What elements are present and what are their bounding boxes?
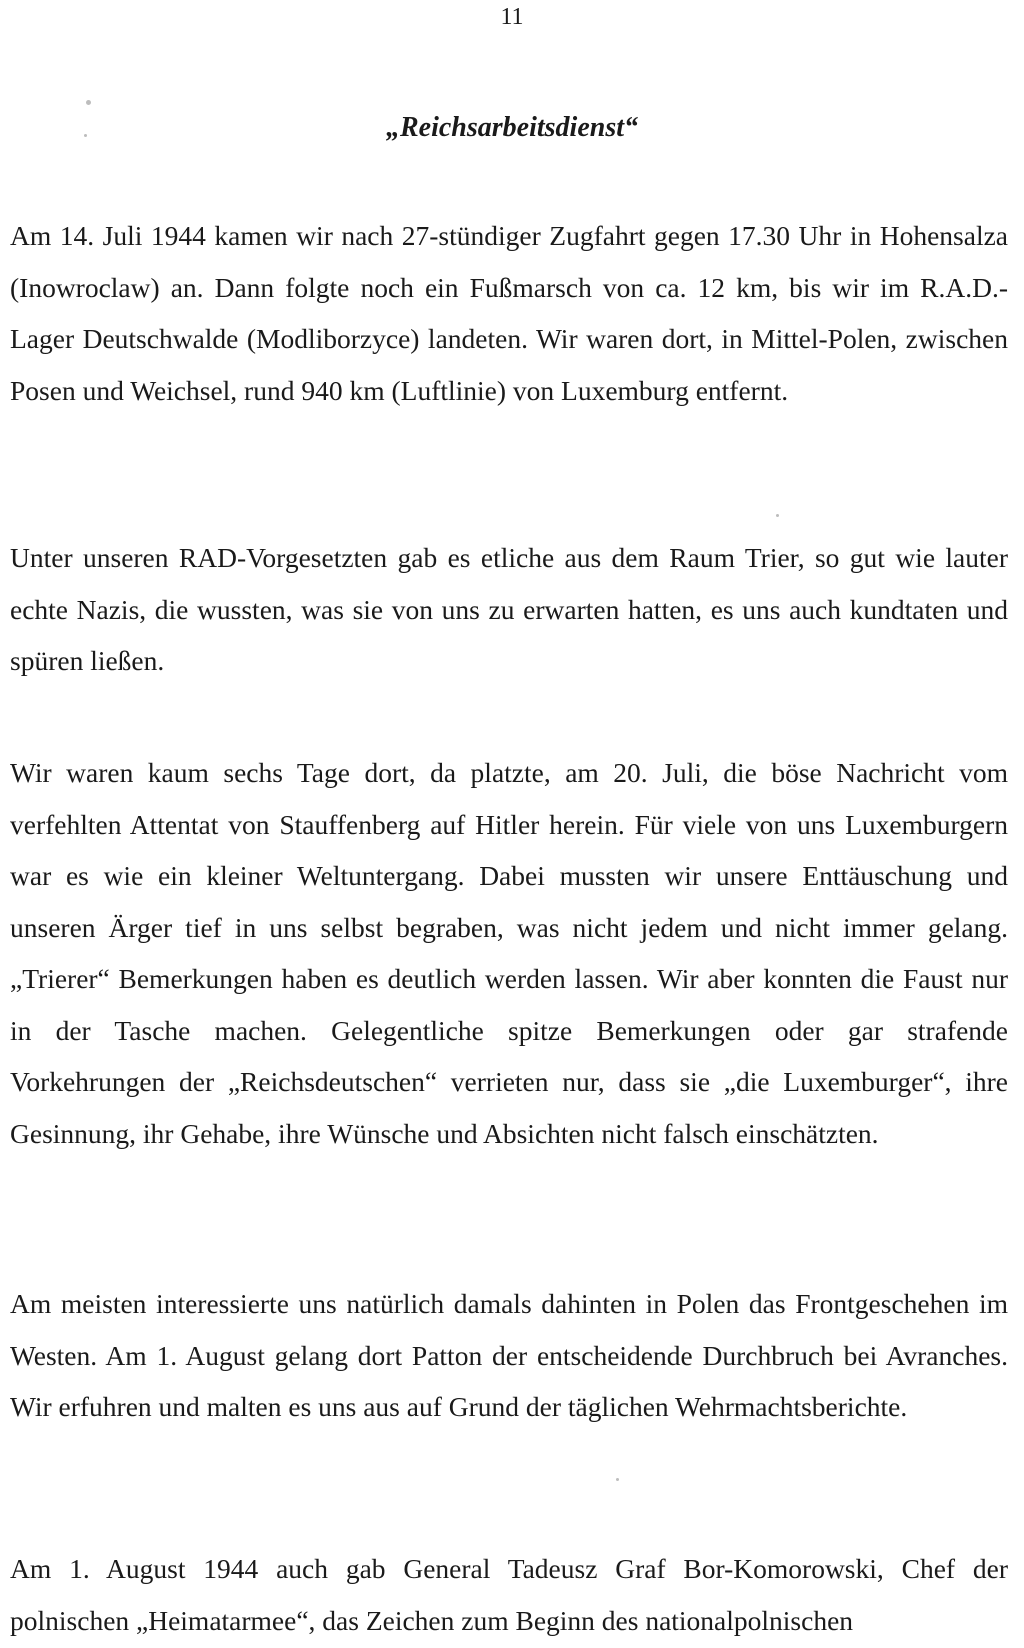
page-number: 11 — [500, 4, 524, 30]
scan-speck — [84, 134, 87, 137]
paragraph-superiors: Unter unseren RAD-Vorgesetzten gab es etliche aus dem Raum Trier, so gut wie lauter echte Nazis, die wussten, was sie von uns zu erwarten hatten, es uns auch kundtaten und spüren ließen. — [10, 542, 1008, 676]
scan-speck — [776, 514, 779, 517]
paragraph-uprising: Am 1. August 1944 auch gab General Tadeusz Graf Bor-Komorowski, Chef der polnischen „Heimatarmee“, das Zeichen zum Beginn des nationalpolnischen — [10, 1553, 1008, 1636]
paragraph-arrival: Am 14. Juli 1944 kamen wir nach 27-stündiger Zugfahrt gegen 17.30 Uhr in Hohensalza (Inowroclaw) an. Dann folgte noch ein Fußmarsch von ca. 12 km, bis wir im R.A.D.-Lager Deutschwalde (Modliborzyce) landeten. Wir waren dort, in Mittel-Polen, zwischen Posen und Weichsel, rund 940 km (Luftlinie) von Luxemburg entfernt. — [10, 220, 1008, 406]
scan-speck — [86, 100, 91, 105]
chapter-title: „Reichsarbeitsdienst“ — [385, 112, 638, 143]
paragraph-westfront: Am meisten interessierte uns natürlich damals dahinten in Polen das Frontgeschehen im Westen. Am 1. August gelang dort Patton der entscheidende Durchbruch bei Avranches. Wir erfuhren und malten es uns aus auf Grund der täglichen Wehrmachtsberichte. — [10, 1288, 1008, 1422]
scan-speck — [616, 1478, 619, 1481]
paragraph-attentat: Wir waren kaum sechs Tage dort, da platzte, am 20. Juli, die böse Nachricht vom verfehlten Attentat von Stauffenberg auf Hitler herein. Für viele von uns Luxemburgern war es wie ein kleiner Weltuntergang. Dabei mussten wir unsere Enttäuschung und unseren Ärger tief in uns selbst begraben, was nicht jedem und nicht immer gelang. „Trierer“ Bemerkungen haben es deutlich werden lassen. Wir aber konnten die Faust nur in der Tasche machen. Gelegentliche spitze Bemerkungen oder gar strafende Vorkehrungen der „Reichsdeutschen“ verrieten nur, dass sie „die Luxemburger“, ihre Gesinnung, ihr Gehabe, ihre Wünsche und Absichten nicht falsch einschätzten. — [10, 757, 1008, 1149]
